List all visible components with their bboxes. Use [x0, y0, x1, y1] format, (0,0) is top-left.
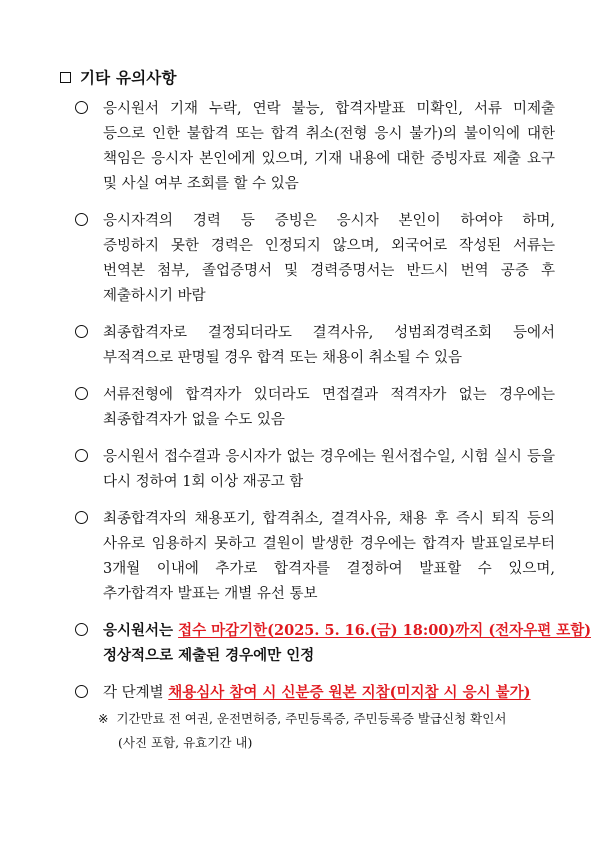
circle-bullet-icon — [75, 387, 88, 400]
notice-line: 등으로 인한 불합격 또는 합격 취소(전형 응시 불가)의 불이익에 대한 — [103, 126, 555, 142]
circle-bullet-icon — [75, 623, 88, 636]
circle-bullet-icon — [75, 449, 88, 462]
circle-bullet-icon — [75, 511, 88, 524]
notice-line — [103, 620, 591, 642]
section-heading — [60, 66, 177, 88]
deadline-prefix: 응시원서는 — [103, 622, 179, 639]
notice-line: 정상적으로 제출된 경우에만 인정 — [103, 647, 315, 664]
notice-line: 사유로 임용하지 못하고 결원이 발생한 경우에는 합격자 발표일로부터 — [103, 536, 555, 552]
notice-line: 응시원서 기재 누락, 연락 불능, 합격자발표 미확인, 서류 미제출 — [103, 101, 555, 117]
notice-line: 최종합격자로 결정되더라도 결격사유, 성범죄경력조회 등에서 — [103, 325, 555, 341]
note-line: (사진 포함, 유효기간 내) — [118, 735, 253, 750]
notice-line: 3개월 이내에 추가로 합격자를 결정하여 발표할 수 있으며, — [103, 561, 555, 577]
section-heading-text: 기타 유의사항 — [80, 68, 177, 87]
notice-line — [103, 682, 531, 704]
notice-line: 번역본 첨부, 졸업증명서 및 경력증명서는 반드시 번역 공증 후 — [103, 263, 555, 279]
checkbox-square-icon — [60, 72, 71, 83]
notice-line: 부적격으로 판명될 경우 합격 또는 채용이 취소될 수 있음 — [103, 350, 463, 366]
notice-line: 최종합격자의 채용포기, 합격취소, 결격사유, 채용 후 즉시 퇴직 등의 — [103, 511, 555, 527]
circle-bullet-icon — [75, 101, 88, 114]
notice-line: 응시원서 접수결과 응시자가 없는 경우에는 원서접수일, 시험 실시 등을 — [103, 449, 555, 465]
circle-bullet-icon — [75, 685, 88, 698]
deadline-highlight: 접수 마감기한(2025. 5. 16.(금) 18:00)까지 (전자우편 포함) — [178, 622, 592, 639]
note-text: 기간만료 전 여권, 운전면허증, 주민등록증, 주민등록증 발급신청 확인서 — [116, 711, 507, 726]
id-requirement-prefix: 각 단계별 — [103, 685, 169, 701]
notice-line: 증빙하지 못한 경력은 인정되지 않으며, 외국어로 작성된 서류는 — [103, 238, 555, 254]
circle-bullet-icon — [75, 213, 88, 226]
notice-line: 응시자격의 경력 등 증빙은 응시자 본인이 하여야 하며, — [103, 213, 555, 229]
notice-line: 책임은 응시자 본인에게 있으며, 기재 내용에 대한 증빙자료 제출 요구 — [103, 151, 555, 167]
notice-line: 최종합격자가 없을 수도 있음 — [103, 412, 285, 428]
reference-mark-icon: ※ — [98, 711, 109, 726]
circle-bullet-icon — [75, 325, 88, 338]
id-requirement-highlight: 채용심사 참여 시 신분증 원본 지참(미지참 시 응시 불가) — [168, 684, 531, 701]
notice-line: 서류전형에 합격자가 있더라도 면접결과 적격자가 없는 경우에는 — [103, 387, 555, 403]
notice-line: 및 사실 여부 조회를 할 수 있음 — [103, 176, 299, 192]
note-line — [98, 709, 506, 729]
notice-line: 추가합격자 발표는 개별 유선 통보 — [103, 586, 318, 602]
notice-line: 제출하시기 바람 — [103, 288, 206, 304]
notice-line: 다시 정하여 1회 이상 재공고 함 — [103, 474, 304, 490]
